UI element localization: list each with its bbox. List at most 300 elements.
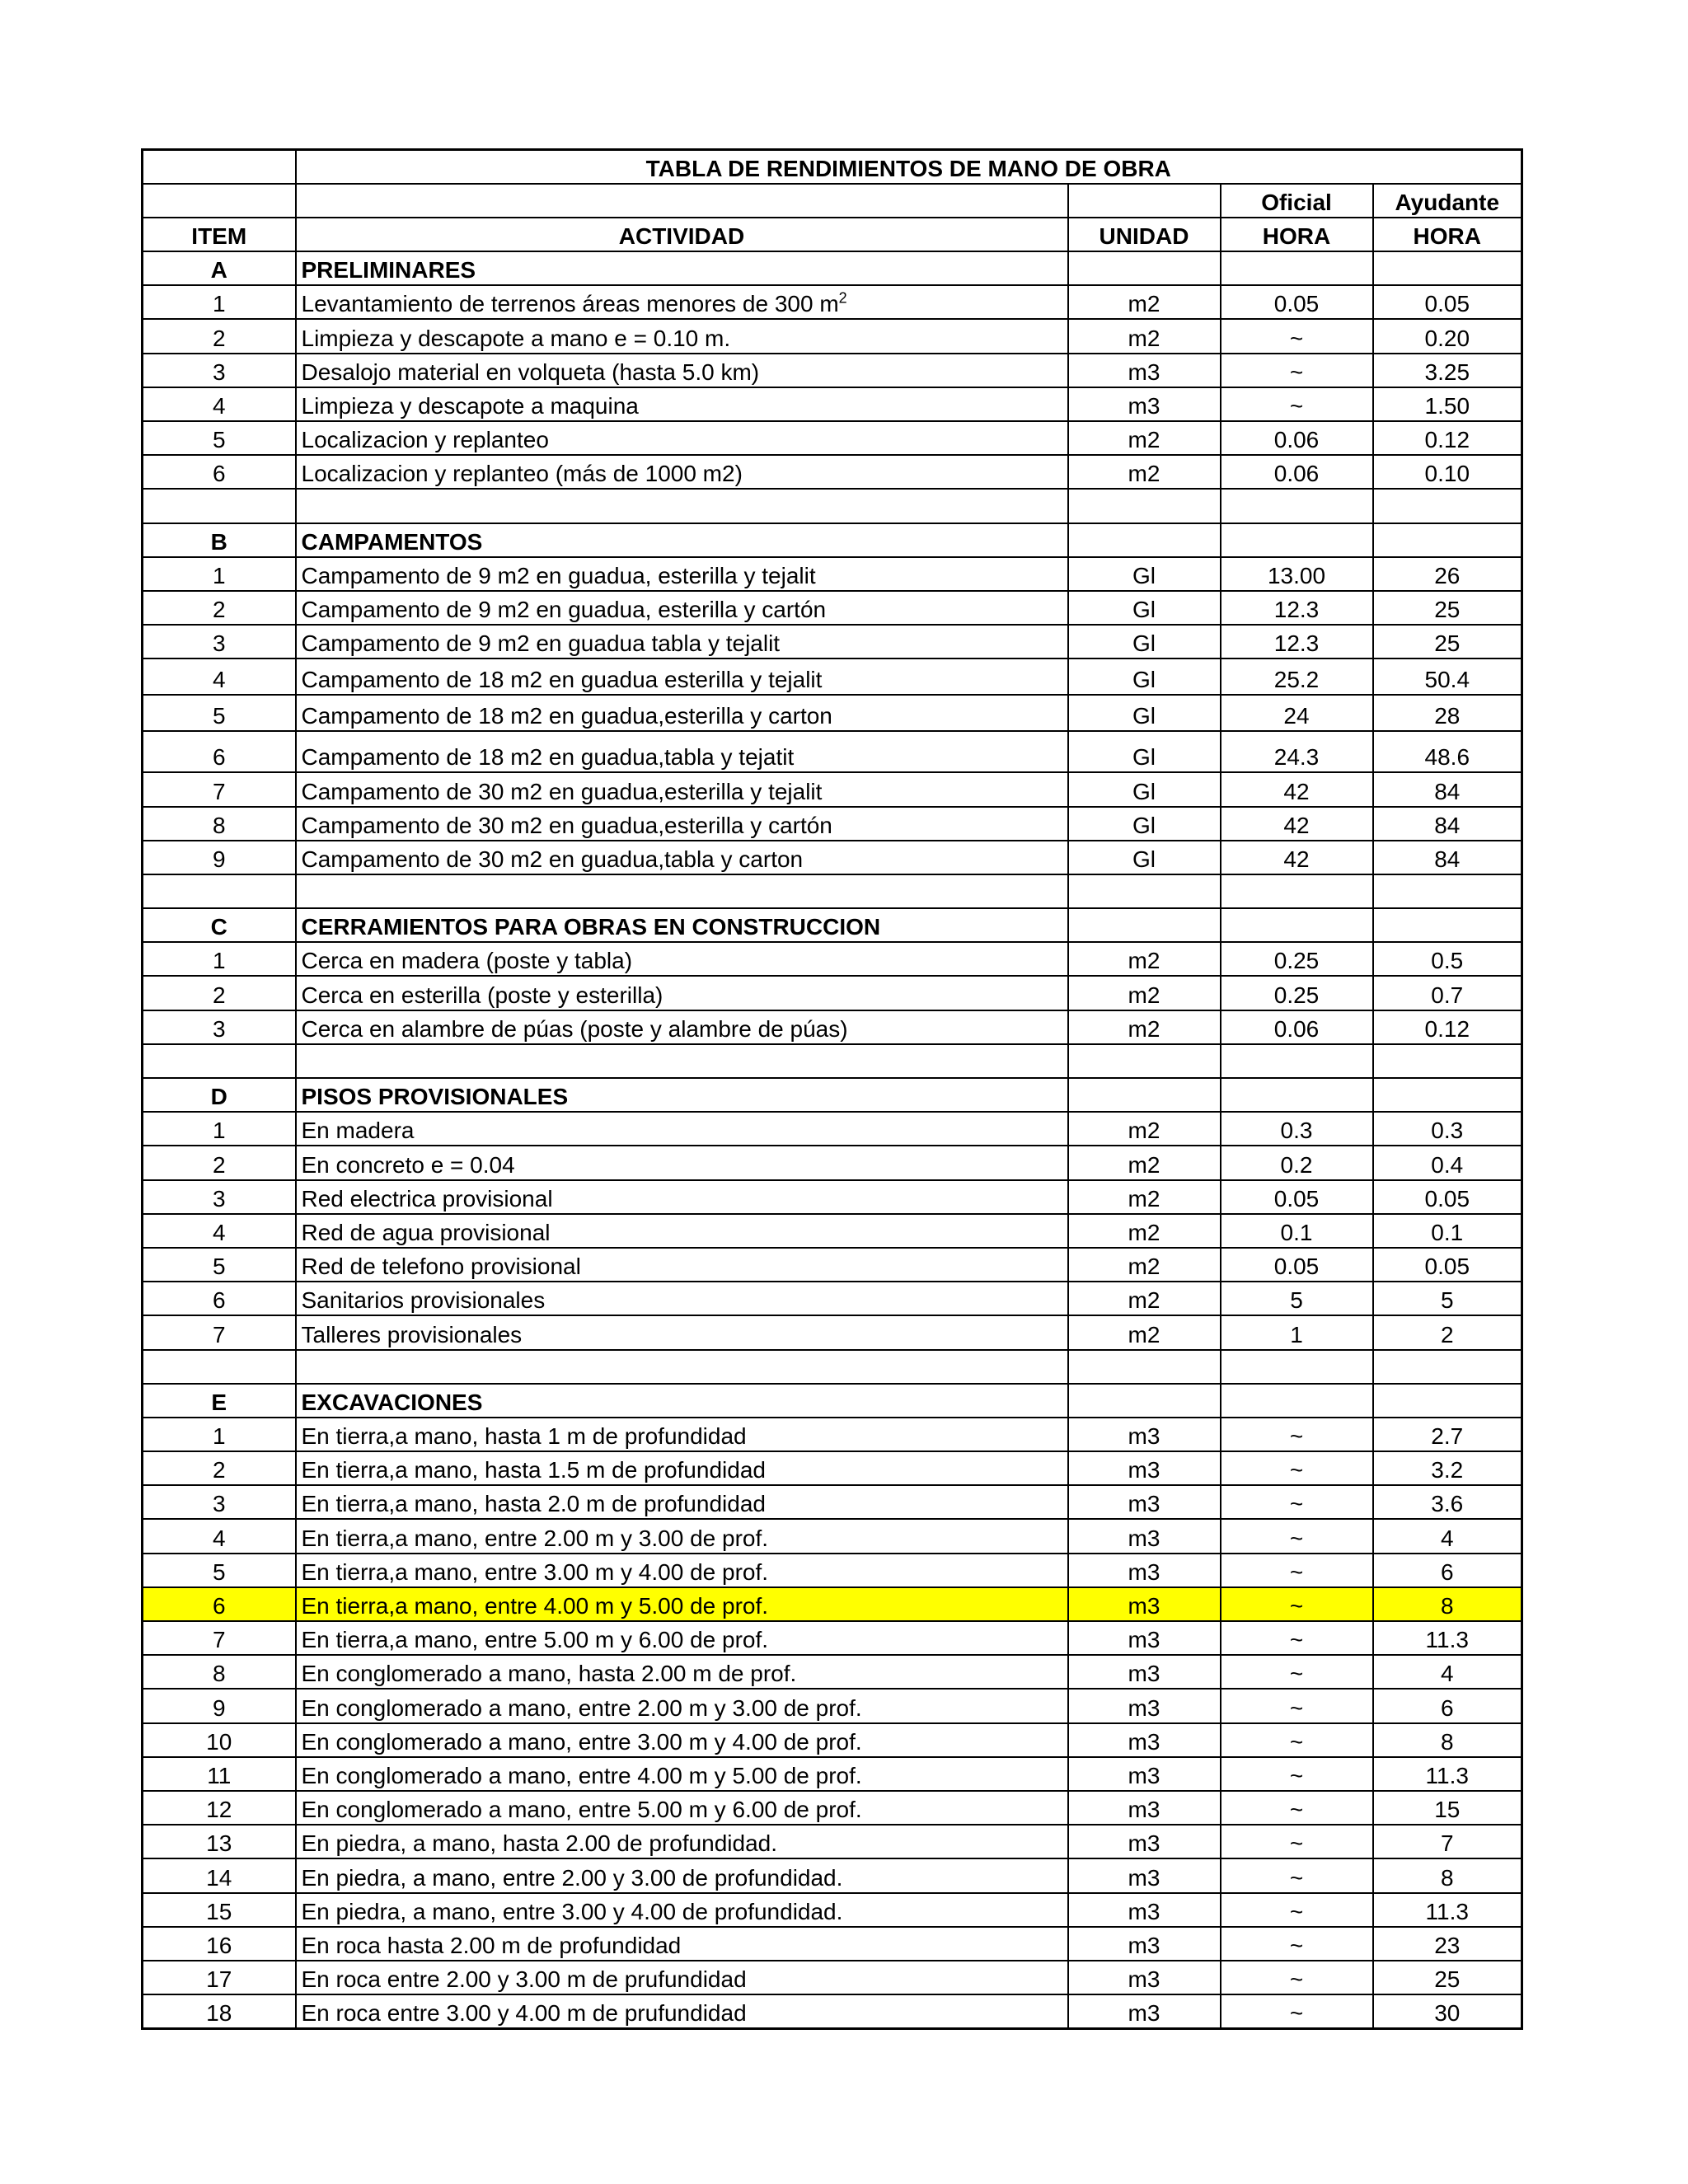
oficial-hours: 0.05 <box>1221 1248 1373 1282</box>
activity-cell <box>296 1010 1068 1044</box>
table-row <box>143 1587 1522 1621</box>
activity-cell <box>296 772 1068 806</box>
activity-text: En tierra,a mano, entre 2.00 m y 3.00 de prof. <box>301 1525 769 1551</box>
ayudante-hours: 4 <box>1373 1655 1522 1689</box>
unit-cell: m2 <box>1068 1315 1221 1349</box>
oficial-hours: ~ <box>1221 1655 1373 1689</box>
oficial-hours: ~ <box>1221 1825 1373 1858</box>
ayudante-hours: 0.12 <box>1373 1010 1522 1044</box>
activity-text: En conglomerado a mano, hasta 2.00 m de prof. <box>301 1661 797 1687</box>
activity-cell <box>296 1791 1068 1825</box>
item-number: 8 <box>143 807 296 841</box>
header-top-unit-cell <box>1068 184 1221 218</box>
ayudante-hours: 84 <box>1373 807 1522 841</box>
blank-row <box>143 874 1522 908</box>
item-number: 3 <box>143 354 296 387</box>
activity-text: En conglomerado a mano, entre 2.00 m y 3.00 de prof. <box>301 1694 862 1721</box>
table-row <box>143 658 1522 695</box>
oficial-hours: 42 <box>1221 807 1373 841</box>
table-row <box>143 285 1522 319</box>
activity-text: Localizacion y replanteo <box>301 427 549 453</box>
oficial-hours: ~ <box>1221 387 1373 421</box>
header-top-item-cell <box>143 184 296 218</box>
item-number: 12 <box>143 1791 296 1825</box>
item-number: 7 <box>143 1315 296 1349</box>
ayudante-hours: 5 <box>1373 1282 1522 1315</box>
oficial-hours: ~ <box>1221 354 1373 387</box>
oficial-hours: ~ <box>1221 1927 1373 1961</box>
blank-row <box>143 1350 1522 1384</box>
superscript: 2 <box>838 290 847 307</box>
unit-cell: m2 <box>1068 1282 1221 1315</box>
activity-cell <box>296 1587 1068 1621</box>
oficial-hours: 0.25 <box>1221 942 1373 976</box>
oficial-hours: ~ <box>1221 1485 1373 1519</box>
ayudante-hours: 1.50 <box>1373 387 1522 421</box>
item-number: 1 <box>143 557 296 591</box>
blank-cell <box>1221 489 1373 523</box>
header-oficial-hora: HORA <box>1221 218 1373 251</box>
table-row <box>143 1451 1522 1485</box>
section-code: B <box>143 523 296 557</box>
ayudante-hours: 0.05 <box>1373 285 1522 319</box>
table-row <box>143 1621 1522 1655</box>
table-row <box>143 841 1522 874</box>
table-row <box>143 1858 1522 1892</box>
unit-cell: m2 <box>1068 1112 1221 1146</box>
oficial-hours: 1 <box>1221 1315 1373 1349</box>
unit-cell: m3 <box>1068 1519 1221 1553</box>
unit-cell: m2 <box>1068 1010 1221 1044</box>
unit-cell: Gl <box>1068 772 1221 806</box>
activity-text: En tierra,a mano, hasta 2.0 m de profundidad <box>301 1491 766 1517</box>
section-code: A <box>143 251 296 285</box>
ayudante-hours: 8 <box>1373 1858 1522 1892</box>
item-number: 3 <box>143 1485 296 1519</box>
activity-text: En tierra,a mano, entre 3.00 m y 4.00 de prof. <box>301 1558 769 1585</box>
header-ayudante-hora: HORA <box>1373 218 1522 251</box>
item-number: 4 <box>143 658 296 695</box>
item-number: 7 <box>143 772 296 806</box>
activity-text: Sanitarios provisionales <box>301 1287 546 1314</box>
oficial-hours: ~ <box>1221 1723 1373 1757</box>
table-title: TABLA DE RENDIMIENTOS DE MANO DE OBRA <box>296 150 1522 184</box>
oficial-hours: 13.00 <box>1221 557 1373 591</box>
ayudante-hours: 25 <box>1373 625 1522 658</box>
activity-text: Red de telefono provisional <box>301 1254 581 1280</box>
activity-cell <box>296 319 1068 353</box>
blank-cell <box>1373 874 1522 908</box>
oficial-hours: ~ <box>1221 1554 1373 1587</box>
activity-text: En tierra,a mano, entre 4.00 m y 5.00 de prof. <box>301 1593 769 1619</box>
blank-cell <box>296 489 1068 523</box>
oficial-hours: ~ <box>1221 1451 1373 1485</box>
section-row <box>143 1384 1522 1418</box>
blank-cell <box>1068 1044 1221 1078</box>
table-row <box>143 1723 1522 1757</box>
unit-cell: m3 <box>1068 1961 1221 1994</box>
activity-cell <box>296 591 1068 625</box>
ayudante-hours: 23 <box>1373 1927 1522 1961</box>
ayudante-hours: 25 <box>1373 591 1522 625</box>
oficial-hours: 0.06 <box>1221 421 1373 455</box>
activity-text: Cerca en esterilla (poste y esterilla) <box>301 982 663 1008</box>
ayudante-hours: 84 <box>1373 841 1522 874</box>
activity-text: Campamento de 9 m2 en guadua, esterilla y tejalit <box>301 562 816 588</box>
activity-cell <box>296 1689 1068 1722</box>
unit-cell: m2 <box>1068 976 1221 1010</box>
blank-cell <box>1221 1350 1373 1384</box>
table-row <box>143 1927 1522 1961</box>
table-row <box>143 1689 1522 1722</box>
activity-cell <box>296 421 1068 455</box>
activity-text: Red electrica provisional <box>301 1185 553 1212</box>
activity-cell <box>296 1893 1068 1927</box>
activity-text: En madera <box>301 1118 415 1144</box>
activity-text: En roca hasta 2.00 m de profundidad <box>301 1932 682 1958</box>
activity-text: Campamento de 9 m2 en guadua tabla y tejalit <box>301 630 781 657</box>
ayudante-hours: 7 <box>1373 1825 1522 1858</box>
unit-cell: m3 <box>1068 1418 1221 1451</box>
section-oficial-cell <box>1221 523 1373 557</box>
ayudante-hours: 0.1 <box>1373 1214 1522 1248</box>
item-number: 3 <box>143 625 296 658</box>
table-row <box>143 557 1522 591</box>
activity-text: En piedra, a mano, entre 2.00 y 3.00 de profundidad. <box>301 1864 843 1891</box>
activity-cell <box>296 625 1068 658</box>
header-ayudante: Ayudante <box>1373 184 1522 218</box>
item-number: 2 <box>143 1146 296 1179</box>
activity-text: Limpieza y descapote a mano e = 0.10 m. <box>301 325 731 351</box>
item-number: 2 <box>143 976 296 1010</box>
item-number: 11 <box>143 1757 296 1791</box>
item-number: 8 <box>143 1655 296 1689</box>
item-number: 7 <box>143 1621 296 1655</box>
header-oficial: Oficial <box>1221 184 1373 218</box>
unit-cell: Gl <box>1068 731 1221 772</box>
section-unit-cell <box>1068 251 1221 285</box>
blank-row <box>143 489 1522 523</box>
oficial-hours: ~ <box>1221 319 1373 353</box>
activity-cell <box>296 1961 1068 1994</box>
section-ayudante-cell <box>1373 908 1522 942</box>
activity-cell <box>296 455 1068 489</box>
unit-cell: m2 <box>1068 455 1221 489</box>
oficial-hours: ~ <box>1221 1961 1373 1994</box>
activity-text: En tierra,a mano, entre 5.00 m y 6.00 de prof. <box>301 1627 769 1653</box>
activity-cell <box>296 1757 1068 1791</box>
ayudante-hours: 8 <box>1373 1587 1522 1621</box>
activity-text: Campamento de 30 m2 en guadua,tabla y carton <box>301 846 804 872</box>
unit-cell: m3 <box>1068 1994 1221 2028</box>
section-ayudante-cell <box>1373 1384 1522 1418</box>
oficial-hours: 0.06 <box>1221 1010 1373 1044</box>
table-row <box>143 1418 1522 1451</box>
activity-cell <box>296 1927 1068 1961</box>
item-number: 4 <box>143 1519 296 1553</box>
ayudante-hours: 6 <box>1373 1689 1522 1722</box>
ayudante-hours: 3.6 <box>1373 1485 1522 1519</box>
activity-text: Desalojo material en volqueta (hasta 5.0 km) <box>301 359 760 385</box>
item-number: 1 <box>143 285 296 319</box>
blank-cell <box>143 1350 296 1384</box>
section-ayudante-cell <box>1373 251 1522 285</box>
unit-cell: m2 <box>1068 285 1221 319</box>
activity-text: Localizacion y replanteo (más de 1000 m2) <box>301 461 743 487</box>
table-row <box>143 1655 1522 1689</box>
unit-cell: m3 <box>1068 1893 1221 1927</box>
blank-cell <box>143 1044 296 1078</box>
table-row <box>143 1825 1522 1858</box>
activity-text: En piedra, a mano, hasta 2.00 de profundidad. <box>301 1830 778 1857</box>
table-row <box>143 421 1522 455</box>
section-row <box>143 1078 1522 1112</box>
oficial-hours: 0.1 <box>1221 1214 1373 1248</box>
activity-text: Cerca en madera (poste y tabla) <box>301 948 633 974</box>
unit-cell: m3 <box>1068 1485 1221 1519</box>
blank-cell <box>296 1044 1068 1078</box>
oficial-hours: ~ <box>1221 1757 1373 1791</box>
item-number: 3 <box>143 1180 296 1214</box>
table-row <box>143 942 1522 976</box>
ayudante-hours: 0.3 <box>1373 1112 1522 1146</box>
unit-cell: m3 <box>1068 1858 1221 1892</box>
ayudante-hours: 4 <box>1373 1519 1522 1553</box>
ayudante-hours: 84 <box>1373 772 1522 806</box>
activity-text: Cerca en alambre de púas (poste y alambre de púas) <box>301 1015 848 1042</box>
ayudante-hours: 8 <box>1373 1723 1522 1757</box>
activity-cell <box>296 1485 1068 1519</box>
item-number: 4 <box>143 387 296 421</box>
activity-cell <box>296 807 1068 841</box>
oficial-hours: ~ <box>1221 1621 1373 1655</box>
activity-text: En concreto e = 0.04 <box>301 1151 515 1178</box>
unit-cell: m3 <box>1068 1757 1221 1791</box>
blank-cell <box>1221 874 1373 908</box>
oficial-hours: 24.3 <box>1221 731 1373 772</box>
ayudante-hours: 0.4 <box>1373 1146 1522 1179</box>
title-spacer-cell <box>143 150 296 184</box>
table-row <box>143 731 1522 772</box>
activity-text: Levantamiento de terrenos áreas menores de 300 m <box>301 291 839 317</box>
unit-cell: Gl <box>1068 557 1221 591</box>
ayudante-hours: 26 <box>1373 557 1522 591</box>
ayudante-hours: 0.7 <box>1373 976 1522 1010</box>
activity-cell <box>296 976 1068 1010</box>
oficial-hours: ~ <box>1221 1587 1373 1621</box>
ayudante-hours: 0.5 <box>1373 942 1522 976</box>
oficial-hours: ~ <box>1221 1893 1373 1927</box>
item-number: 17 <box>143 1961 296 1994</box>
header-top-activity-cell <box>296 184 1068 218</box>
unit-cell: m2 <box>1068 942 1221 976</box>
unit-cell: m2 <box>1068 421 1221 455</box>
table-row <box>143 772 1522 806</box>
blank-cell <box>143 489 296 523</box>
activity-text: En roca entre 3.00 y 4.00 m de prufundidad <box>301 1999 747 2026</box>
section-title: CERRAMIENTOS PARA OBRAS EN CONSTRUCCION <box>296 908 1068 942</box>
item-number: 18 <box>143 1994 296 2028</box>
item-number: 5 <box>143 1554 296 1587</box>
activity-cell <box>296 1451 1068 1485</box>
title-row <box>143 150 1522 184</box>
table-row <box>143 1554 1522 1587</box>
blank-cell <box>1068 874 1221 908</box>
activity-text: En conglomerado a mano, entre 3.00 m y 4.00 de prof. <box>301 1728 862 1755</box>
activity-text: Campamento de 9 m2 en guadua, esterilla y cartón <box>301 597 827 623</box>
header-actividad: ACTIVIDAD <box>296 218 1068 251</box>
activity-cell <box>296 354 1068 387</box>
activity-cell <box>296 1519 1068 1553</box>
unit-cell: m3 <box>1068 1689 1221 1722</box>
activity-cell <box>296 387 1068 421</box>
oficial-hours: 0.05 <box>1221 285 1373 319</box>
activity-cell <box>296 841 1068 874</box>
activity-text: En conglomerado a mano, entre 4.00 m y 5.00 de prof. <box>301 1762 862 1788</box>
activity-text: En tierra,a mano, hasta 1.5 m de profundidad <box>301 1457 766 1483</box>
activity-cell <box>296 1315 1068 1349</box>
blank-cell <box>1373 489 1522 523</box>
table-row <box>143 1893 1522 1927</box>
table-row <box>143 1961 1522 1994</box>
activity-text: Campamento de 18 m2 en guadua,tabla y tejatit <box>301 744 795 771</box>
section-title: CAMPAMENTOS <box>296 523 1068 557</box>
unit-cell: m2 <box>1068 319 1221 353</box>
item-number: 6 <box>143 1587 296 1621</box>
ayudante-hours: 0.12 <box>1373 421 1522 455</box>
oficial-hours: 24 <box>1221 695 1373 731</box>
oficial-hours: 0.25 <box>1221 976 1373 1010</box>
unit-cell: Gl <box>1068 625 1221 658</box>
ayudante-hours: 11.3 <box>1373 1621 1522 1655</box>
table-row <box>143 591 1522 625</box>
ayudante-hours: 3.2 <box>1373 1451 1522 1485</box>
activity-cell <box>296 731 1068 772</box>
table-row <box>143 1180 1522 1214</box>
item-number: 2 <box>143 1451 296 1485</box>
item-number: 9 <box>143 1689 296 1722</box>
activity-cell <box>296 942 1068 976</box>
section-title: PRELIMINARES <box>296 251 1068 285</box>
item-number: 14 <box>143 1858 296 1892</box>
activity-cell <box>296 1825 1068 1858</box>
table-row <box>143 319 1522 353</box>
ayudante-hours: 11.3 <box>1373 1893 1522 1927</box>
item-number: 5 <box>143 695 296 731</box>
item-number: 5 <box>143 421 296 455</box>
ayudante-hours: 28 <box>1373 695 1522 731</box>
unit-cell: m3 <box>1068 1451 1221 1485</box>
activity-text: Campamento de 18 m2 en guadua,esterilla y carton <box>301 703 832 729</box>
table-row <box>143 1112 1522 1146</box>
unit-cell: m2 <box>1068 1146 1221 1179</box>
section-unit-cell <box>1068 908 1221 942</box>
unit-cell: m3 <box>1068 1723 1221 1757</box>
unit-cell: Gl <box>1068 807 1221 841</box>
oficial-hours: ~ <box>1221 1519 1373 1553</box>
activity-cell <box>296 1214 1068 1248</box>
table-row <box>143 354 1522 387</box>
unit-cell: m3 <box>1068 1655 1221 1689</box>
item-number: 16 <box>143 1927 296 1961</box>
section-ayudante-cell <box>1373 1078 1522 1112</box>
ayudante-hours: 50.4 <box>1373 658 1522 695</box>
ayudante-hours: 30 <box>1373 1994 1522 2028</box>
activity-cell <box>296 1655 1068 1689</box>
oficial-hours: 42 <box>1221 772 1373 806</box>
section-oficial-cell <box>1221 1078 1373 1112</box>
oficial-hours: ~ <box>1221 1858 1373 1892</box>
blank-cell <box>296 1350 1068 1384</box>
blank-cell <box>1221 1044 1373 1078</box>
item-number: 10 <box>143 1723 296 1757</box>
table-row <box>143 1485 1522 1519</box>
section-code: C <box>143 908 296 942</box>
item-number: 15 <box>143 1893 296 1927</box>
activity-cell <box>296 658 1068 695</box>
ayudante-hours: 6 <box>1373 1554 1522 1587</box>
activity-text: En tierra,a mano, hasta 1 m de profundidad <box>301 1423 747 1450</box>
oficial-hours: ~ <box>1221 1791 1373 1825</box>
blank-cell <box>1373 1350 1522 1384</box>
unit-cell: m3 <box>1068 1554 1221 1587</box>
section-code: E <box>143 1384 296 1418</box>
ayudante-hours: 0.05 <box>1373 1180 1522 1214</box>
unit-cell: m3 <box>1068 1791 1221 1825</box>
header-row-top <box>143 184 1522 218</box>
ayudante-hours: 25 <box>1373 1961 1522 1994</box>
table-row <box>143 1010 1522 1044</box>
section-unit-cell <box>1068 523 1221 557</box>
oficial-hours: 12.3 <box>1221 591 1373 625</box>
item-number: 2 <box>143 319 296 353</box>
table-row <box>143 1214 1522 1248</box>
section-row <box>143 523 1522 557</box>
item-number: 13 <box>143 1825 296 1858</box>
activity-cell <box>296 1621 1068 1655</box>
activity-text: Talleres provisionales <box>301 1321 523 1347</box>
oficial-hours: 0.05 <box>1221 1180 1373 1214</box>
item-number: 1 <box>143 1418 296 1451</box>
unit-cell: m2 <box>1068 1248 1221 1282</box>
ayudante-hours: 0.20 <box>1373 319 1522 353</box>
unit-cell: m3 <box>1068 1927 1221 1961</box>
ayudante-hours: 3.25 <box>1373 354 1522 387</box>
item-number: 3 <box>143 1010 296 1044</box>
activity-cell <box>296 1180 1068 1214</box>
activity-cell <box>296 1282 1068 1315</box>
blank-cell <box>143 874 296 908</box>
item-number: 4 <box>143 1214 296 1248</box>
section-oficial-cell <box>1221 1384 1373 1418</box>
activity-cell <box>296 1248 1068 1282</box>
table-row <box>143 1146 1522 1179</box>
oficial-hours: 12.3 <box>1221 625 1373 658</box>
yield-table <box>141 148 1523 2030</box>
unit-cell: m3 <box>1068 1587 1221 1621</box>
table-row <box>143 976 1522 1010</box>
section-row <box>143 251 1522 285</box>
unit-cell: m3 <box>1068 387 1221 421</box>
header-unidad: UNIDAD <box>1068 218 1221 251</box>
activity-text: Campamento de 18 m2 en guadua esterilla y tejalit <box>301 667 823 693</box>
activity-text: En piedra, a mano, entre 3.00 y 4.00 de profundidad. <box>301 1898 843 1924</box>
oficial-hours: ~ <box>1221 1994 1373 2028</box>
activity-cell <box>296 695 1068 731</box>
oficial-hours: 25.2 <box>1221 658 1373 695</box>
table-row <box>143 1791 1522 1825</box>
table-row <box>143 695 1522 731</box>
